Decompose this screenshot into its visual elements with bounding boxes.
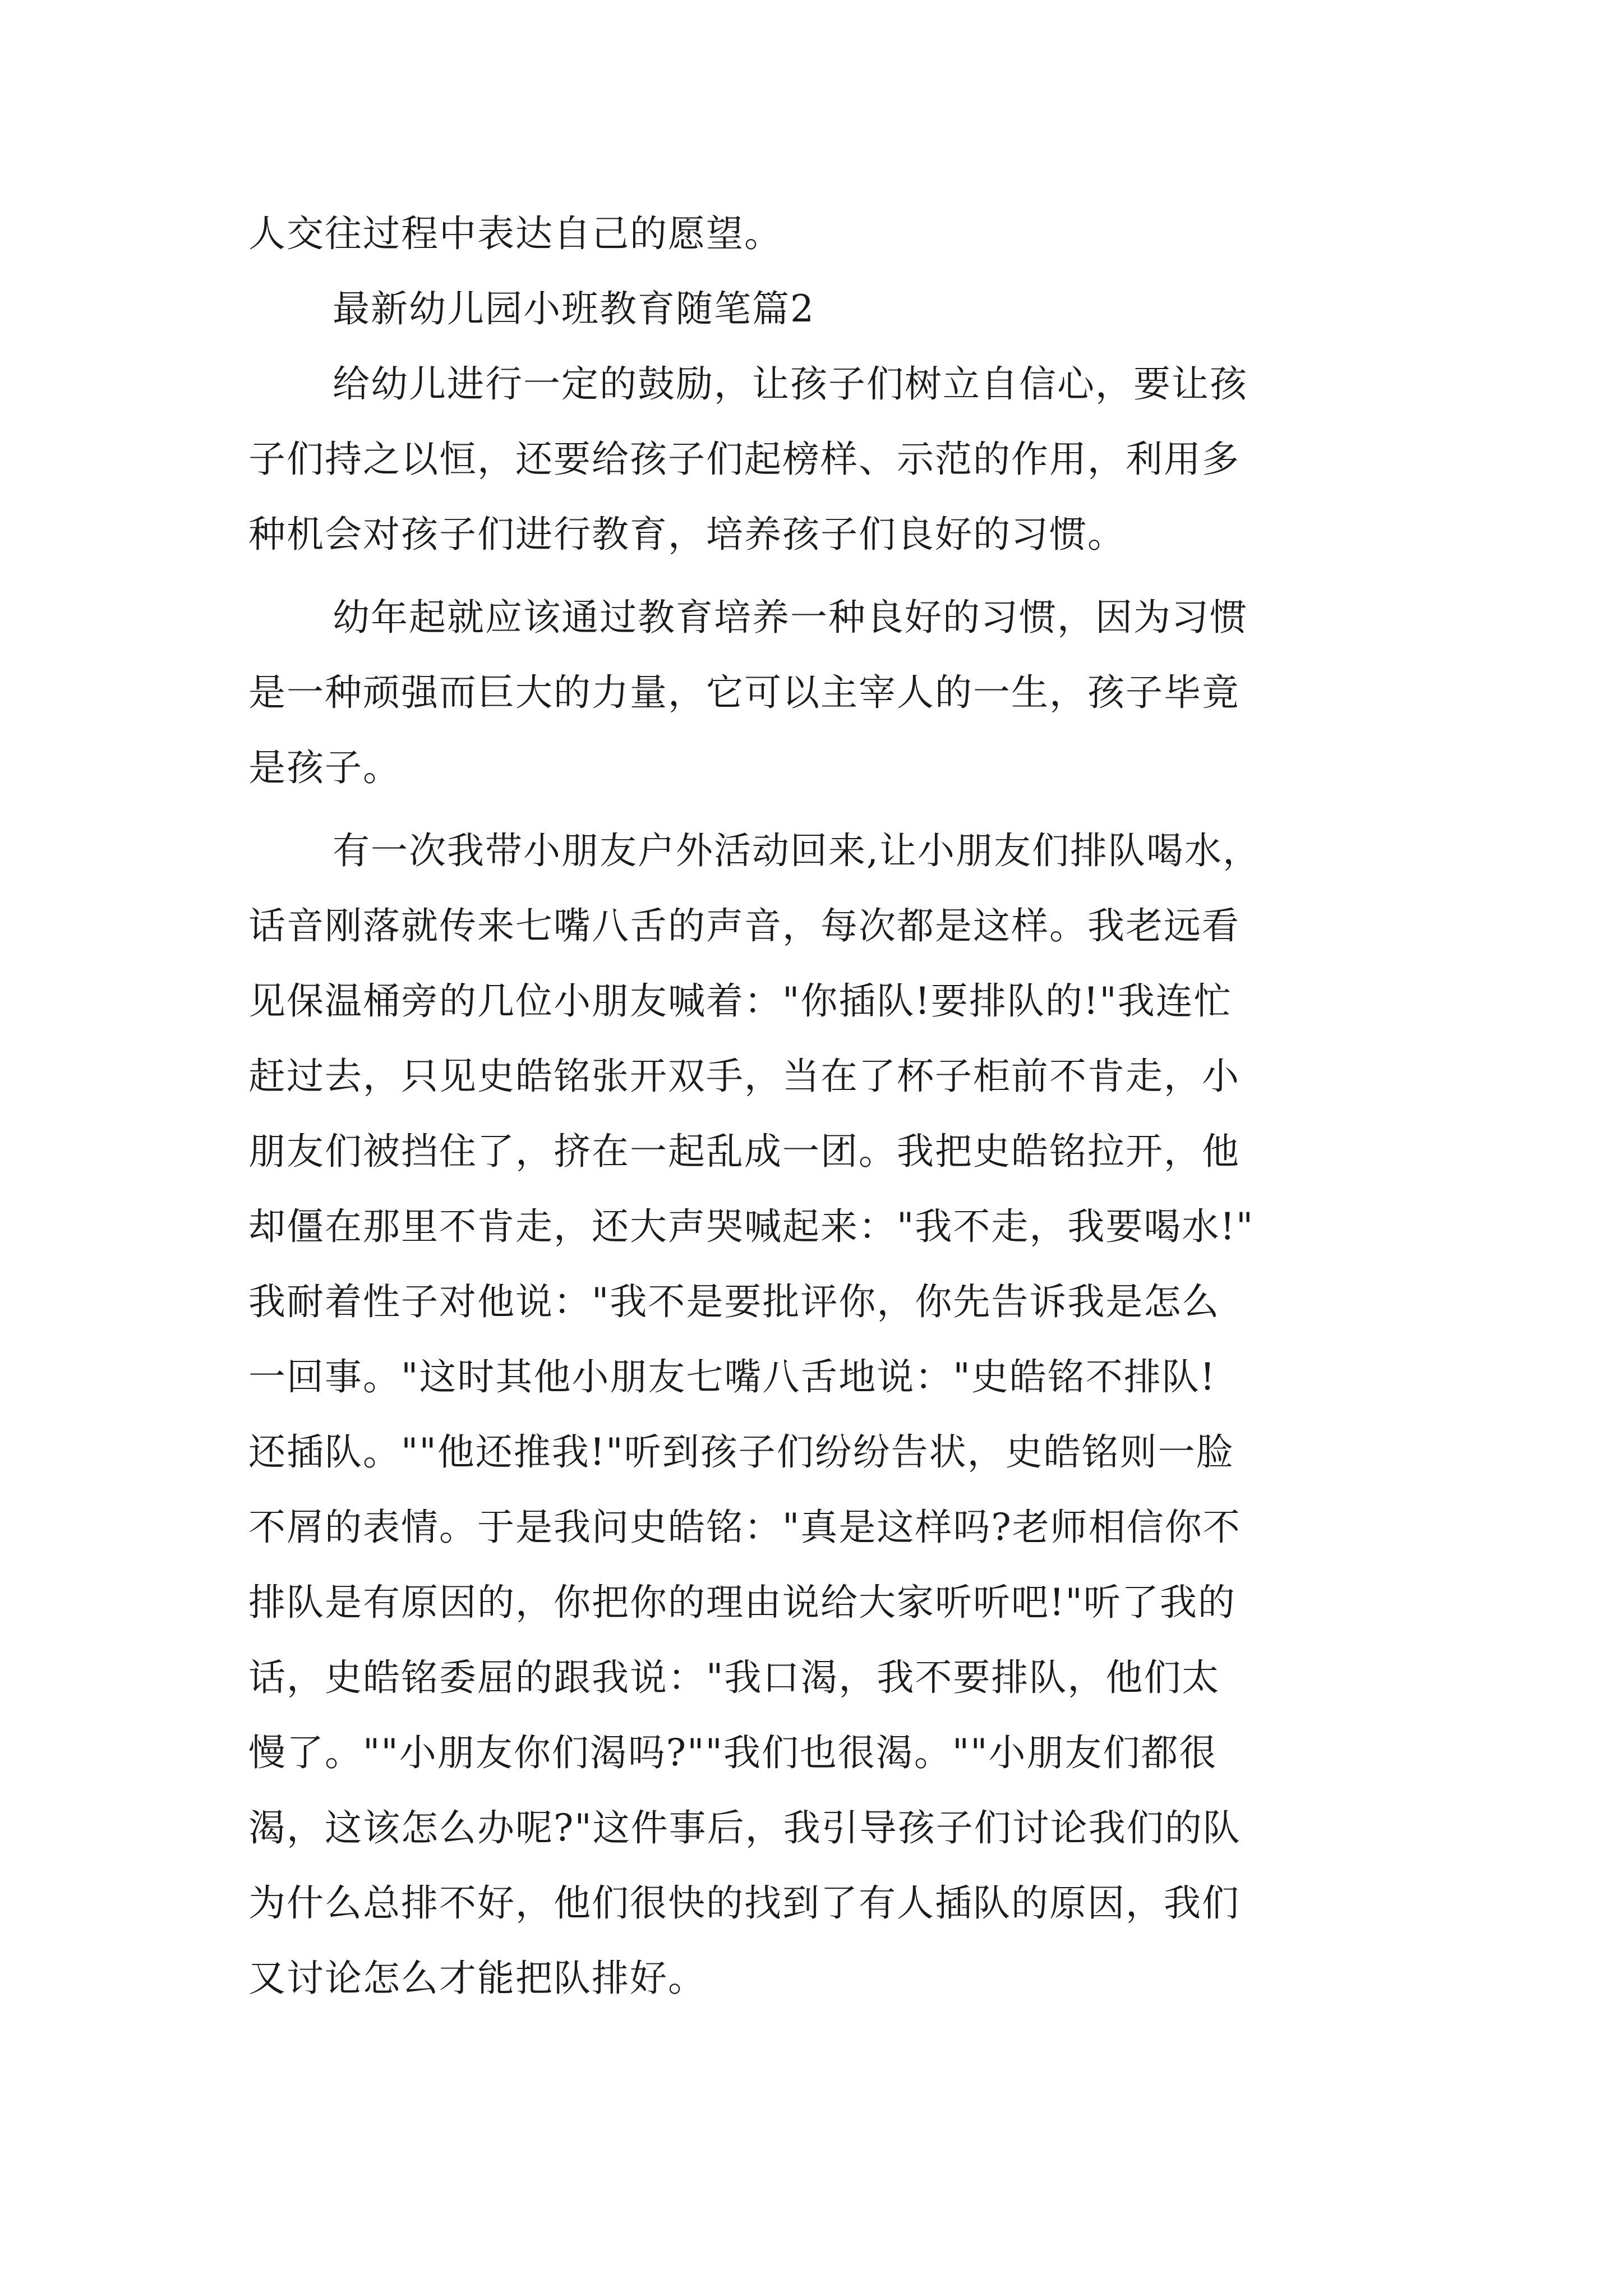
text-line: 赶过去，只见史皓铭张开双手，当在了杯子柜前不肯走，小 xyxy=(248,1055,1240,1098)
text-line: 是孩子。 xyxy=(248,746,401,789)
text-line: 为什么总排不好，他们很快的找到了有人插队的原因，我们 xyxy=(248,1881,1240,1925)
text-line: 人交往过程中表达自己的愿望。 xyxy=(248,212,782,255)
text-line: 话音刚落就传来七嘴八舌的声音，每次都是这样。我老远看 xyxy=(248,904,1240,947)
text-line: 不屑的表情。于是我问史皓铭："真是这样吗?老师相信你不 xyxy=(248,1506,1241,1549)
text-line: 见保温桶旁的几位小朋友喊着："你插队!要排队的!"我连忙 xyxy=(248,979,1232,1023)
text-line: 还插队。""他还推我!"听到孩子们纷纷告状，史皓铭则一脸 xyxy=(248,1430,1234,1474)
text-line: 朋友们被挡住了，挤在一起乱成一团。我把史皓铭拉开，他 xyxy=(248,1130,1240,1173)
text-line: 慢了。""小朋友你们渴吗?""我们也很渴。""小朋友们都很 xyxy=(248,1731,1218,1774)
text-line: 是一种顽强而巨大的力量，它可以主宰人的一生，孩子毕竟 xyxy=(248,671,1240,714)
text-line: 排队是有原因的，你把你的理由说给大家听听吧!"听了我的 xyxy=(248,1581,1236,1624)
document-page xyxy=(248,196,1376,2016)
text-line: 一回事。"这时其他小朋友七嘴八舌地说："史皓铭不排队! xyxy=(248,1355,1216,1398)
text-line: 我耐着性子对他说："我不是要批评你，你先告诉我是怎么 xyxy=(248,1280,1220,1323)
text-line: 话，史皓铭委屈的跟我说："我口渴，我不要排队，他们太 xyxy=(248,1656,1220,1699)
text-line: 渴，这该怎么办呢?"这件事后，我引导孩子们讨论我们的队 xyxy=(248,1806,1241,1849)
text-line: 有一次我带小朋友户外活动回来,让小朋友们排队喝水， xyxy=(333,829,1261,872)
text-line: 幼年起就应该通过教育培养一种良好的习惯，因为习惯 xyxy=(333,596,1248,639)
text-line: 却僵在那里不肯走，还大声哭喊起来："我不走，我要喝水!" xyxy=(248,1205,1255,1248)
text-line: 给幼儿进行一定的鼓励，让孩子们树立自信心，要让孩 xyxy=(333,362,1248,406)
text-line: 子们持之以恒，还要给孩子们起榜样、示范的作用，利用多 xyxy=(248,438,1240,481)
text-line: 又讨论怎么才能把队排好。 xyxy=(248,1957,706,2000)
section-heading: 最新幼儿园小班教育随笔篇2 xyxy=(333,287,815,330)
text-line: 种机会对孩子们进行教育，培养孩子们良好的习惯。 xyxy=(248,513,1126,556)
